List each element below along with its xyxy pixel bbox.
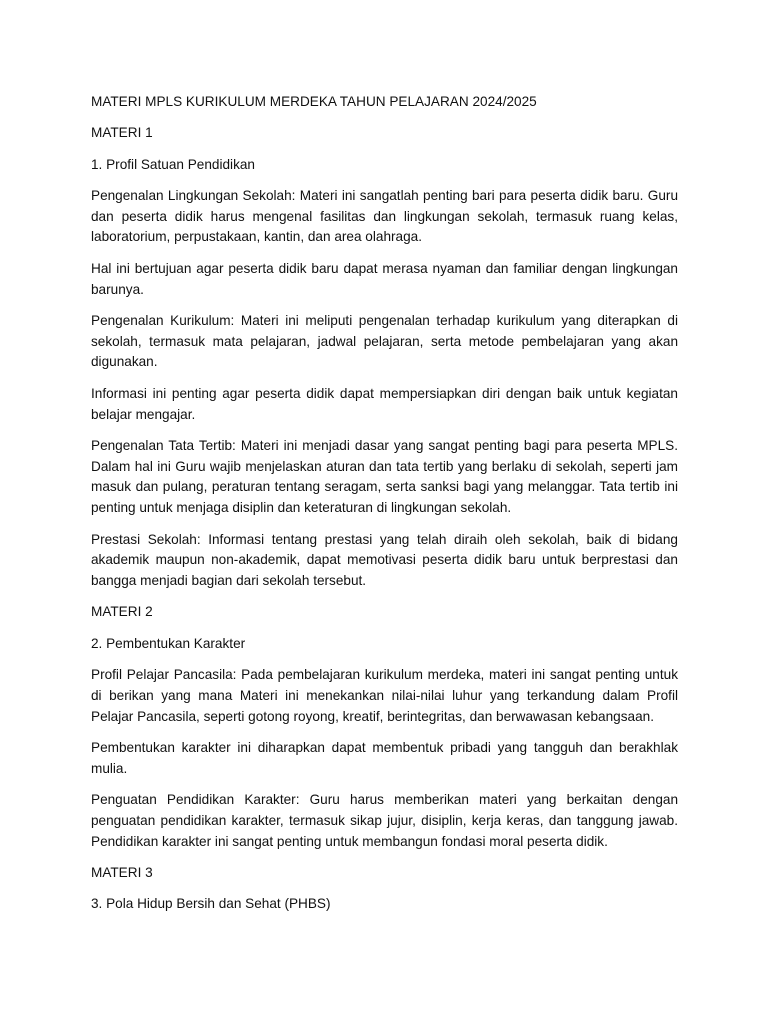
paragraph: Pengenalan Kurikulum: Materi ini meliputi pengenalan terhadap kurikulum yang diterapkan di sekolah, termasuk mata pelajaran, jadwal pelajaran, serta metode pembelajaran yang akan digunakan. (91, 312, 678, 370)
paragraph: Pengenalan Tata Tertib: Materi ini menjadi dasar yang sangat penting bagi para peserta MPLS. Dalam hal ini Guru wajib menjelaskan aturan dan tata tertib yang berlaku di sekolah, seperti jam masuk dan pulang, peraturan tentang seragam, serta sanksi bagi yang melanggar. Tata tertib ini penting untuk menjaga disiplin dan keteraturan di lingkungan sekolah. (91, 437, 678, 516)
paragraph: Hal ini bertujuan agar peserta didik baru dapat merasa nyaman dan familiar dengan lingkungan barunya. (91, 260, 678, 297)
paragraph: Pembentukan karakter ini diharapkan dapat membentuk pribadi yang tangguh dan berakhlak mulia. (91, 739, 678, 776)
paragraph: Pengenalan Lingkungan Sekolah: Materi ini sangatlah penting bari para peserta didik baru. Guru dan peserta didik harus mengenal fasilitas dan lingkungan sekolah, termasuk ruang kelas, laboratorium, perpustakaan, kantin, dan area olahraga. (91, 187, 678, 245)
section-label: MATERI 3 (91, 864, 153, 880)
paragraph: Informasi ini penting agar peserta didik dapat mempersiapkan diri dengan baik untuk kegiatan belajar mengajar. (91, 385, 678, 422)
section-label: MATERI 2 (91, 604, 153, 620)
paragraph: Penguatan Pendidikan Karakter: Guru harus memberikan materi yang berkaitan dengan penguatan pendidikan karakter, termasuk sikap jujur, disiplin, kerja keras, dan tanggung jawab. Pendidikan karakter ini sangat penting untuk membangun fondasi moral peserta didik. (91, 792, 678, 849)
section-label: MATERI 1 (91, 125, 153, 141)
section-heading: 3. Pola Hidup Bersih dan Sehat (PHBS) (91, 896, 331, 912)
document-body (91, 92, 678, 926)
section-heading: 1. Profil Satuan Pendidikan (91, 156, 255, 172)
section-heading: 2. Pembentukan Karakter (91, 635, 246, 651)
paragraph: Profil Pelajar Pancasila: Pada pembelajaran kurikulum merdeka, materi ini sangat penting untuk di berikan yang mana Materi ini menekankan nilai-nilai luhur yang terkandung dalam Profil Pelajar Pancasila, seperti gotong royong, kreatif, berintegritas, dan berwawasan kebangsaan. (91, 667, 678, 724)
paragraph: Prestasi Sekolah: Informasi tentang prestasi yang telah diraih oleh sekolah, baik di bidang akademik maupun non-akademik, dapat memotivasi peserta didik baru untuk berprestasi dan bangga menjadi bagian dari sekolah tersebut. (91, 531, 678, 589)
document-title: MATERI MPLS KURIKULUM MERDEKA TAHUN PELAJARAN 2024/2025 (91, 94, 537, 109)
